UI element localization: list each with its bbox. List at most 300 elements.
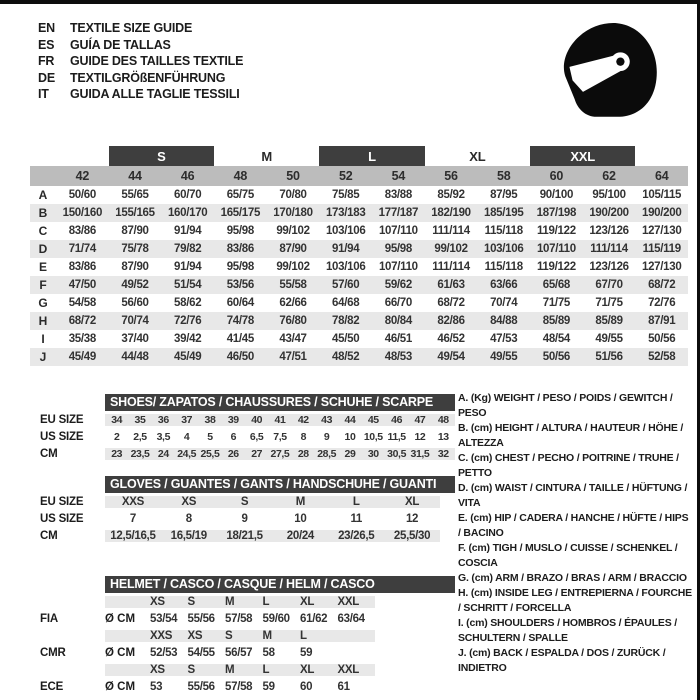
numeric-size: 62 — [602, 169, 616, 183]
measurement-row — [30, 276, 688, 294]
measurement-value: 74/78 — [226, 315, 254, 327]
numeric-size: 52 — [338, 169, 353, 183]
size-group-label: M — [261, 148, 272, 164]
measurement-value: 90/100 — [539, 189, 574, 201]
size-value: XXS — [150, 629, 173, 642]
size-value: XS — [187, 629, 203, 642]
gloves-section — [30, 476, 455, 544]
measurement-value: 111/114 — [590, 243, 628, 255]
measurement-value: 55/58 — [279, 279, 307, 291]
measurement-row — [30, 312, 688, 330]
shoes-size-row — [30, 411, 455, 428]
textile-table-body — [30, 186, 688, 366]
measurement-value: 71/75 — [595, 297, 623, 309]
measurement-value: 72/76 — [174, 315, 202, 327]
size-value: 28,5 — [317, 447, 337, 460]
measurement-value: 70/74 — [121, 315, 149, 327]
size-value: XS — [181, 495, 197, 508]
size-value: 55/56 — [187, 680, 215, 693]
legend-item: J. (cm) BACK / ESPALDA / DOS / ZURÜCK / INDIETRO — [458, 647, 666, 674]
measurement-value: 111/114 — [432, 261, 470, 273]
size-value: 30 — [367, 447, 379, 460]
measurement-row — [30, 222, 688, 240]
size-value: 23,5 — [130, 447, 150, 460]
language-row — [38, 86, 243, 103]
size-value: 42 — [297, 413, 309, 426]
size-value: 20/24 — [286, 529, 315, 542]
language-code: EN — [38, 21, 55, 35]
size-value: 41 — [274, 413, 286, 426]
size-value: L — [300, 629, 307, 642]
legend-item: A. (Kg) WEIGHT / PESO / POIDS / GEWITCH / PESO — [458, 392, 673, 419]
measurement-value: 87/90 — [279, 243, 307, 255]
helmet-size-row — [30, 661, 455, 678]
measurement-value: 59/62 — [384, 279, 412, 291]
size-value: 8 — [185, 512, 192, 525]
measurement-value: 95/98 — [226, 225, 254, 237]
size-value: 61 — [337, 680, 350, 693]
numeric-size: 46 — [180, 169, 195, 183]
measurement-value: 62/66 — [279, 297, 307, 309]
size-value: 13 — [437, 430, 449, 443]
standard-label: ECE — [40, 680, 64, 693]
standard-label: FIA — [40, 612, 58, 625]
shoes-size-row — [30, 445, 455, 462]
size-value: 25,5/30 — [393, 529, 431, 542]
language-title-list — [38, 20, 243, 103]
measurement-row — [30, 330, 688, 348]
row-letter: D — [38, 242, 48, 256]
size-value: 11,5 — [387, 430, 406, 443]
measurement-value: 72/76 — [648, 297, 676, 309]
measurement-row — [30, 348, 688, 366]
measurement-value: 103/106 — [483, 243, 524, 255]
measurement-value: 50/60 — [68, 189, 96, 201]
row-label: CM — [40, 529, 58, 542]
measurement-value: 60/70 — [174, 189, 202, 201]
row-letter: H — [38, 314, 48, 328]
measurement-value: 43/47 — [279, 333, 307, 345]
gloves-section-header: GLOVES / GUANTES / GANTS / HANDSCHUHE / GUANTI — [105, 476, 455, 493]
size-value: 61/62 — [300, 612, 328, 625]
measurement-value: 39/42 — [174, 333, 202, 345]
size-value — [338, 647, 376, 659]
row-letter: A — [38, 188, 48, 202]
measurement-value: 177/187 — [378, 207, 419, 219]
measurement-value: 48/54 — [542, 333, 571, 345]
measurement-value: 83/88 — [384, 189, 412, 201]
size-value: 10 — [294, 512, 307, 525]
size-value: L — [352, 495, 360, 508]
size-value: M — [225, 663, 235, 676]
legend-item: C. (cm) CHEST / PECHO / POITRINE / TRUHE / PETTO — [458, 452, 679, 479]
size-value: 35 — [134, 413, 146, 426]
size-value: 29 — [344, 447, 356, 460]
size-value: XXS — [121, 495, 144, 508]
size-value: 5 — [207, 430, 213, 443]
standard-label: CMR — [40, 646, 66, 659]
size-value: 34 — [111, 413, 123, 426]
measurement-row — [30, 204, 688, 222]
size-value: 7,5 — [273, 430, 287, 443]
size-group-label: XL — [469, 148, 486, 164]
size-value: 36 — [157, 413, 169, 426]
row-label: CM — [40, 447, 58, 460]
size-value: 25,5 — [200, 447, 220, 460]
legend-item: B. (cm) HEIGHT / ALTURA / HAUTEUR / HÖHE / ALTEZZA — [458, 422, 684, 449]
size-value: 47 — [414, 413, 426, 426]
measurement-value: 115/119 — [642, 243, 681, 255]
legend-item: D. (cm) WAIST / CINTURA / TAILLE / HÜFTUNG / VITA — [458, 482, 688, 509]
measurement-value: 35/38 — [68, 333, 96, 345]
size-value: 8 — [300, 430, 307, 443]
size-group-label: L — [319, 146, 424, 166]
helmet-section — [30, 576, 455, 695]
size-value: 9 — [241, 512, 248, 525]
size-value: 54/55 — [187, 646, 215, 659]
measurement-value: 66/70 — [384, 297, 412, 309]
measurement-value: 85/89 — [595, 315, 623, 327]
size-value: 9 — [323, 430, 330, 443]
size-value: 37 — [181, 413, 193, 426]
helmet-size-row — [30, 678, 455, 695]
legend-item: H. (cm) INSIDE LEG / ENTREPIERNA / FOURCHE / SCHRITT / FORCELLA — [458, 587, 692, 614]
measurement-value: 83/86 — [226, 243, 254, 255]
measurement-value: 47/50 — [68, 279, 96, 291]
size-value: 12,5/16,5 — [110, 529, 156, 542]
measurement-value: 99/102 — [434, 243, 468, 255]
measurement-value: 170/180 — [273, 207, 313, 219]
language-row — [38, 37, 243, 54]
measurement-value: 99/102 — [276, 225, 310, 237]
measurement-legend — [458, 391, 693, 676]
helmet-size-row — [30, 610, 455, 627]
row-label: US SIZE — [40, 512, 84, 525]
size-value: 28 — [297, 447, 309, 460]
measurement-value: 46/52 — [437, 333, 465, 345]
legend-item: F. (cm) TIGH / MUSLO / CUISSE / SCHENKEL / COSCIA — [458, 542, 678, 569]
size-value: 6,5 — [249, 430, 264, 443]
measurement-value: 87/90 — [121, 225, 149, 237]
size-value: 59 — [300, 646, 313, 659]
legend-item: E. (cm) HIP / CADERA / HANCHE / HÜFTE / HIPS / BACINO — [458, 512, 689, 539]
measurement-value: 46/51 — [384, 333, 412, 345]
language-title: TEXTILE SIZE GUIDE — [70, 21, 193, 35]
measurement-value: 91/94 — [174, 261, 202, 273]
size-value: 53 — [150, 680, 163, 693]
size-value: S — [187, 663, 195, 676]
numeric-size: 50 — [286, 169, 300, 183]
measurement-value: 41/45 — [226, 333, 254, 345]
measurement-value: 64/68 — [332, 297, 360, 309]
size-value: 12 — [405, 512, 419, 525]
size-value: XL — [405, 495, 420, 508]
measurement-value: 47/51 — [279, 351, 307, 363]
measurement-value: 67/70 — [595, 279, 623, 291]
measurement-value: 82/86 — [437, 315, 465, 327]
numeric-size: 48 — [233, 169, 248, 183]
size-value: 10 — [344, 430, 356, 443]
textile-size-table — [30, 146, 688, 366]
size-value: 24,5 — [177, 447, 197, 460]
gloves-size-row — [30, 510, 455, 527]
size-value: 31,5 — [410, 447, 430, 460]
size-value: 59/60 — [262, 612, 290, 625]
measurement-value: 50/56 — [542, 351, 571, 363]
row-letter: E — [38, 260, 47, 274]
measurement-value: 51/54 — [174, 279, 202, 291]
size-value: 11 — [350, 512, 362, 525]
size-value: XS — [150, 595, 165, 608]
numeric-size: 44 — [128, 169, 142, 183]
numeric-size: 58 — [496, 169, 511, 183]
numeric-size-row — [30, 166, 688, 186]
measurement-value: 111/114 — [432, 225, 470, 237]
language-row — [38, 53, 243, 70]
size-value: 58 — [262, 646, 275, 659]
size-value: 24 — [157, 447, 169, 460]
measurement-value: 85/89 — [542, 315, 571, 327]
helmet-section-header: HELMET / CASCO / CASQUE / HELM / CASCO — [105, 576, 455, 593]
size-value: 7 — [129, 512, 136, 525]
size-value: 3,5 — [156, 430, 171, 443]
language-row — [38, 70, 243, 87]
measurement-value: 48/52 — [332, 351, 360, 363]
measurement-value: 150/160 — [62, 207, 103, 219]
measurement-value: 107/110 — [536, 243, 576, 255]
numeric-size: 56 — [444, 169, 458, 183]
size-value: XL — [300, 595, 315, 608]
shoes-size-row — [30, 428, 455, 445]
size-value: 43 — [321, 413, 333, 426]
measurement-value: 49/52 — [121, 279, 149, 291]
size-value: 63/64 — [337, 612, 365, 625]
size-value: 18/21,5 — [226, 529, 263, 542]
size-value: 40 — [251, 413, 263, 426]
size-value: 60 — [300, 680, 313, 693]
size-value: L — [262, 595, 270, 608]
size-value: 56/57 — [225, 646, 253, 659]
size-value: 39 — [227, 413, 239, 426]
measurement-value: 58/62 — [174, 297, 202, 309]
numeric-size: 64 — [654, 169, 669, 183]
language-title: GUIDA ALLE TAGLIE TESSILI — [70, 87, 240, 101]
measurement-value: 61/63 — [437, 279, 465, 291]
size-value: 10,5 — [363, 430, 383, 443]
measurement-value: 60/64 — [226, 297, 254, 309]
language-row — [38, 20, 243, 37]
measurement-value: 68/72 — [68, 315, 96, 327]
row-letter: G — [38, 296, 48, 310]
measurement-value: 165/175 — [220, 207, 261, 219]
size-value: 57/58 — [225, 680, 253, 693]
measurement-value: 190/200 — [589, 207, 629, 219]
size-value: 2,5 — [133, 430, 147, 443]
measurement-value: 75/78 — [121, 243, 149, 255]
size-value: L — [262, 663, 270, 676]
helmet-size-row — [30, 644, 455, 661]
size-value: 38 — [204, 413, 216, 426]
row-label: US SIZE — [40, 430, 84, 443]
language-code: IT — [38, 87, 49, 101]
measurement-value: 95/98 — [384, 243, 412, 255]
shoes-section — [30, 394, 455, 462]
diameter-unit-label: Ø CM — [105, 680, 136, 693]
legend-item: I. (cm) SHOULDERS / HOMBROS / ÉPAULES / SCHULTERN / SPALLE — [458, 617, 677, 644]
measurement-value: 49/54 — [437, 351, 465, 363]
measurement-value: 79/82 — [174, 243, 202, 255]
numeric-size: 42 — [75, 169, 90, 183]
numeric-size: 54 — [391, 169, 406, 183]
measurement-value: 103/106 — [325, 261, 366, 273]
measurement-value: 70/80 — [279, 189, 307, 201]
language-code: FR — [38, 54, 55, 68]
size-value: 12 — [414, 430, 426, 443]
size-value: 46 — [391, 413, 403, 426]
size-value: 45 — [367, 413, 379, 426]
measurement-value: 63/66 — [490, 279, 518, 291]
measurement-value: 48/53 — [384, 351, 412, 363]
measurement-value: 127/130 — [641, 261, 682, 273]
measurement-value: 49/55 — [595, 333, 623, 345]
measurement-value: 44/48 — [121, 351, 149, 363]
size-value: 27 — [251, 447, 263, 460]
measurement-value: 83/86 — [68, 261, 96, 273]
size-value: 4 — [183, 430, 190, 443]
measurement-value: 190/200 — [641, 207, 682, 219]
spacer — [30, 146, 56, 166]
measurement-value: 155/165 — [115, 207, 155, 219]
size-value: S — [225, 629, 233, 642]
numeric-size: 60 — [549, 169, 564, 183]
measurement-value: 71/75 — [542, 297, 571, 309]
measurement-value: 127/130 — [641, 225, 682, 237]
measurement-value: 119/122 — [536, 261, 576, 273]
size-value: XL — [300, 663, 315, 676]
measurement-value: 50/56 — [648, 333, 676, 345]
measurement-value: 123/126 — [589, 261, 629, 273]
size-value: S — [240, 495, 249, 508]
measurement-value: 53/56 — [226, 279, 254, 291]
row-label: EU SIZE — [40, 413, 84, 426]
measurement-value: 107/110 — [378, 225, 418, 237]
measurement-value: 49/55 — [490, 351, 518, 363]
size-value: 30,5 — [387, 447, 407, 460]
size-value: 2 — [113, 430, 120, 443]
size-value: 44 — [344, 413, 356, 426]
measurement-value: 65/75 — [226, 189, 254, 201]
language-title: GUÍA DE TALLAS — [70, 37, 171, 52]
measurement-row — [30, 294, 688, 312]
measurement-value: 65/68 — [542, 279, 571, 291]
diameter-unit-label — [105, 630, 150, 642]
measurement-value: 91/94 — [174, 225, 202, 237]
measurement-value: 160/170 — [167, 207, 208, 219]
measurement-value: 87/95 — [490, 189, 518, 201]
size-value: 59 — [262, 680, 275, 693]
row-label: EU SIZE — [40, 495, 84, 508]
measurement-value: 87/91 — [648, 315, 676, 327]
measurement-value: 107/110 — [378, 261, 418, 273]
size-value: 52/53 — [150, 646, 178, 659]
measurement-value: 83/86 — [68, 225, 96, 237]
measurement-value: 52/58 — [648, 351, 676, 363]
language-code: DE — [38, 70, 55, 85]
measurement-value: 95/100 — [592, 189, 626, 201]
measurement-value: 68/72 — [648, 279, 676, 291]
diameter-unit-label — [105, 664, 150, 676]
size-value: XXL — [337, 595, 359, 608]
measurement-value: 57/60 — [332, 279, 360, 291]
measurement-row — [30, 258, 688, 276]
size-group-label: XXL — [530, 146, 635, 166]
measurement-value: 84/88 — [490, 315, 518, 327]
measurement-value: 45/50 — [332, 333, 360, 345]
measurement-value: 95/98 — [226, 261, 254, 273]
measurement-value: 87/90 — [121, 261, 149, 273]
size-value: 57/58 — [225, 612, 253, 625]
diameter-unit-label: Ø CM — [105, 646, 136, 659]
measurement-value: 45/49 — [68, 351, 96, 363]
diameter-unit-label — [105, 596, 150, 608]
size-value: XXL — [337, 663, 359, 676]
measurement-value: 37/40 — [121, 333, 149, 345]
measurement-value: 185/195 — [483, 207, 524, 219]
measurement-value: 56/60 — [121, 297, 149, 309]
legend-item: G. (cm) ARM / BRAZO / BRAS / ARM / BRACCIO — [458, 572, 687, 584]
gloves-size-row — [30, 527, 455, 544]
row-letter: I — [41, 332, 45, 346]
gloves-size-row — [30, 493, 455, 510]
size-value: 53/54 — [150, 612, 178, 625]
size-value: 23 — [111, 447, 123, 460]
diameter-unit-label: Ø CM — [105, 612, 136, 625]
size-value: XS — [150, 663, 165, 676]
row-letter: F — [39, 278, 47, 292]
row-letter: C — [38, 224, 48, 238]
measurement-value: 182/190 — [431, 207, 471, 219]
size-value: 32 — [437, 447, 449, 460]
row-letter: B — [38, 206, 48, 220]
measurement-value: 91/94 — [332, 243, 360, 255]
size-value: M — [225, 595, 235, 608]
helmet-size-row — [30, 627, 455, 644]
measurement-value: 45/49 — [174, 351, 202, 363]
racing-helmet-icon — [558, 18, 662, 122]
language-code: ES — [38, 37, 55, 52]
size-group-row — [30, 146, 688, 166]
size-value: 6 — [230, 430, 237, 443]
photo-border-top — [0, 0, 700, 4]
size-value — [338, 630, 376, 642]
row-letter: J — [39, 350, 47, 364]
measurement-value: 103/106 — [325, 225, 366, 237]
measurement-value: 105/115 — [642, 189, 682, 201]
language-title: TEXTILGRÖßENFÜHRUNG — [70, 70, 226, 85]
size-value: 27,5 — [270, 447, 290, 460]
language-title: GUIDE DES TAILLES TEXTILE — [70, 54, 244, 68]
size-value: M — [295, 495, 306, 508]
measurement-value: 99/102 — [276, 261, 310, 273]
measurement-value: 187/198 — [536, 207, 577, 219]
helmet-size-row — [30, 593, 455, 610]
size-value: 48 — [437, 413, 449, 426]
measurement-value: 115/118 — [484, 225, 523, 237]
measurement-value: 173/183 — [325, 207, 366, 219]
measurement-value: 54/58 — [68, 297, 96, 309]
size-value: S — [187, 595, 195, 608]
measurement-value: 115/118 — [484, 261, 523, 273]
